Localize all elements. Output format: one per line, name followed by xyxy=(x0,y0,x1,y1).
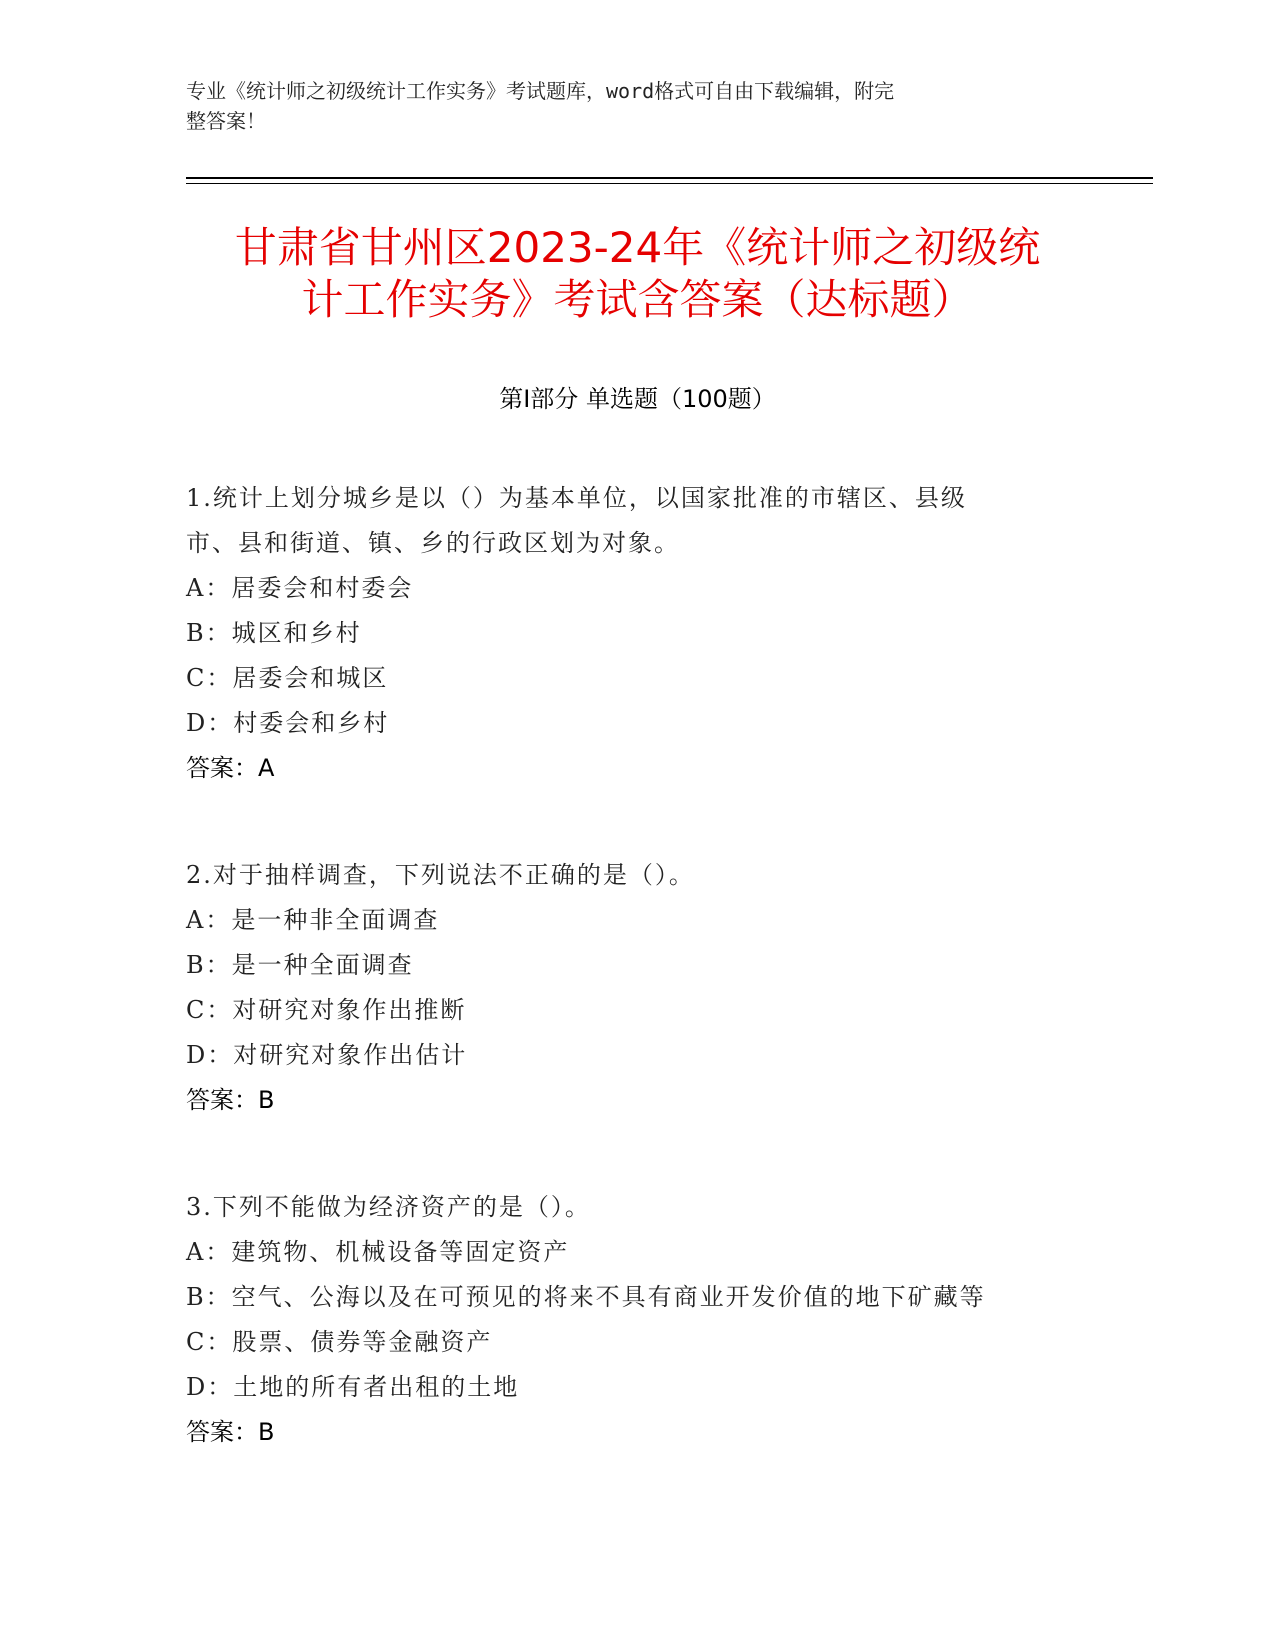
question-stem-line: 2.对于抽样调查，下列说法不正确的是（）。 xyxy=(186,861,695,889)
option-a: A：居委会和村委会 xyxy=(186,574,414,602)
question-stem-line: 市、县和街道、镇、乡的行政区划为对象。 xyxy=(186,529,680,557)
question-list xyxy=(186,476,1086,1517)
option-d: D：土地的所有者出租的土地 xyxy=(186,1373,520,1401)
answer: 答案：B xyxy=(186,1418,275,1446)
question-stem-line: 3.下列不能做为经济资产的是（）。 xyxy=(186,1193,591,1221)
question-3 xyxy=(186,1185,1086,1455)
option-a: A：是一种非全面调查 xyxy=(186,906,440,934)
document-title-line-2: 计工作实务》考试含答案（达标题） xyxy=(301,275,974,324)
answer: 答案：B xyxy=(186,1086,275,1114)
question-1 xyxy=(186,476,1086,791)
option-c: C：对研究对象作出推断 xyxy=(186,996,467,1024)
option-c: C：股票、债券等金融资产 xyxy=(186,1328,493,1356)
question-stem xyxy=(186,853,1086,898)
document-title xyxy=(160,222,1115,326)
option-b: B：空气、公海以及在可预见的将来不具有商业开发价值的地下矿藏等 xyxy=(186,1283,986,1311)
header-divider-thick xyxy=(186,177,1153,179)
answer: 答案：A xyxy=(186,754,275,782)
header-divider-thin xyxy=(186,183,1153,184)
question-stem xyxy=(186,1185,1086,1230)
question-stem-line: 1.统计上划分城乡是以（）为基本单位，以国家批准的市辖区、县级 xyxy=(186,484,967,512)
option-a: A：建筑物、机械设备等固定资产 xyxy=(186,1238,570,1266)
question-2 xyxy=(186,853,1086,1123)
option-b: B：是一种全面调查 xyxy=(186,951,414,979)
question-stem xyxy=(186,476,1086,566)
document-title-line-1: 甘肃省甘州区2023-24年《统计师之初级统 xyxy=(234,223,1041,272)
section-title: 第Ⅰ部分 单选题（100题） xyxy=(499,385,776,413)
option-d: D：对研究对象作出估计 xyxy=(186,1041,468,1069)
option-d: D：村委会和乡村 xyxy=(186,709,390,737)
option-c: C：居委会和城区 xyxy=(186,664,389,692)
option-b: B：城区和乡村 xyxy=(186,619,362,647)
header-note: 专业《统计师之初级统计工作实务》考试题库，word格式可自由下载编辑，附完 整答案！ xyxy=(186,79,895,133)
